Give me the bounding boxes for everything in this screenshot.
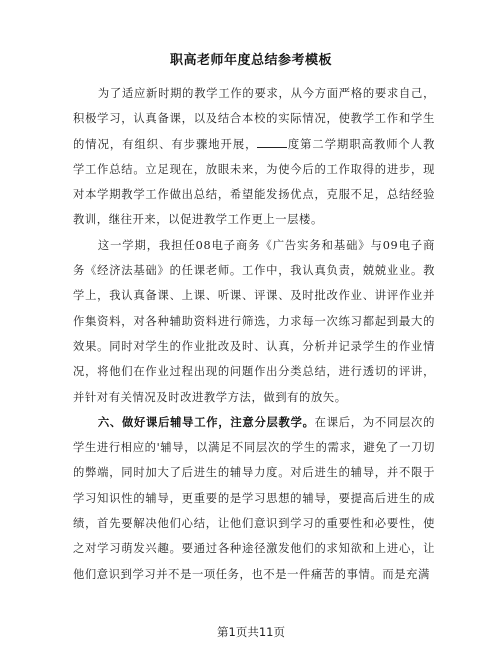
paragraph-intro-part-2: 度第二学期职高教师个人教学工作总结。立足现在，放眼未来，为使今后的工作取得的进步，现对本学期教学工作做出总结，希望能发扬优点，克服不足，总结经验教训，继往开来，以促进教学工作更上一层楼。 bbox=[73, 137, 435, 227]
paragraph-teaching: 这一学期，我担任08电子商务《广告实务和基础》与09电子商务《经济法基础》的任课老师。工作中，我认真负责，兢兢业业。教学上，我认真备课、上课、听课、评课、及时批改作业、讲评作业并作集资料，对各种辅助资料进行筛选，力求每一次练习都起到最大的效果。同时对学生的作业批改及时、认真，分析并记录学生的作业情况，将他们在作业过程出现的问题作出分类总结，进行透切的评讲，并针对有关情况及时改进教学方法，做到有的放矢。 bbox=[73, 238, 435, 404]
paragraph-intro-part-1: 为了适应新时期的教学工作的要求，从今方面严格的要求自己，积极学习，认真备课，以及结合本校的实际情况，使教学工作和学生的情况，有组织、有步骤地开展， bbox=[73, 87, 435, 151]
fill-in-blank bbox=[257, 137, 287, 148]
paragraph-intro bbox=[73, 81, 435, 233]
document-title: 职高老师年度总结参考模板 bbox=[169, 53, 332, 68]
paragraph-tutoring-text: 在课后，为不同层次的学生进行相应的'辅导，以满足不同层次的学生的需求，避免了一刀切的弊端，同时加大了后进生的辅导力度。对后进生的辅导，并不限于学习知识性的辅导，更重要的是学习思想的辅导，要提高后进生的成绩，首先要解决他们心结，让他们意识到学习的重要性和必要性，使之对学习萌发兴趣。要通过各种途径激发他们的求知欲和上进心，让他们意识到学习并不是一项任务，也不是一件痛苦的事情。而是充满 bbox=[73, 415, 435, 581]
section-heading-six: 六、做好课后辅导工作，注意分层教学。 bbox=[97, 414, 315, 429]
paragraph-tutoring bbox=[73, 410, 435, 587]
document-body bbox=[73, 81, 435, 587]
page-number: 第1页共11页 bbox=[217, 625, 285, 639]
